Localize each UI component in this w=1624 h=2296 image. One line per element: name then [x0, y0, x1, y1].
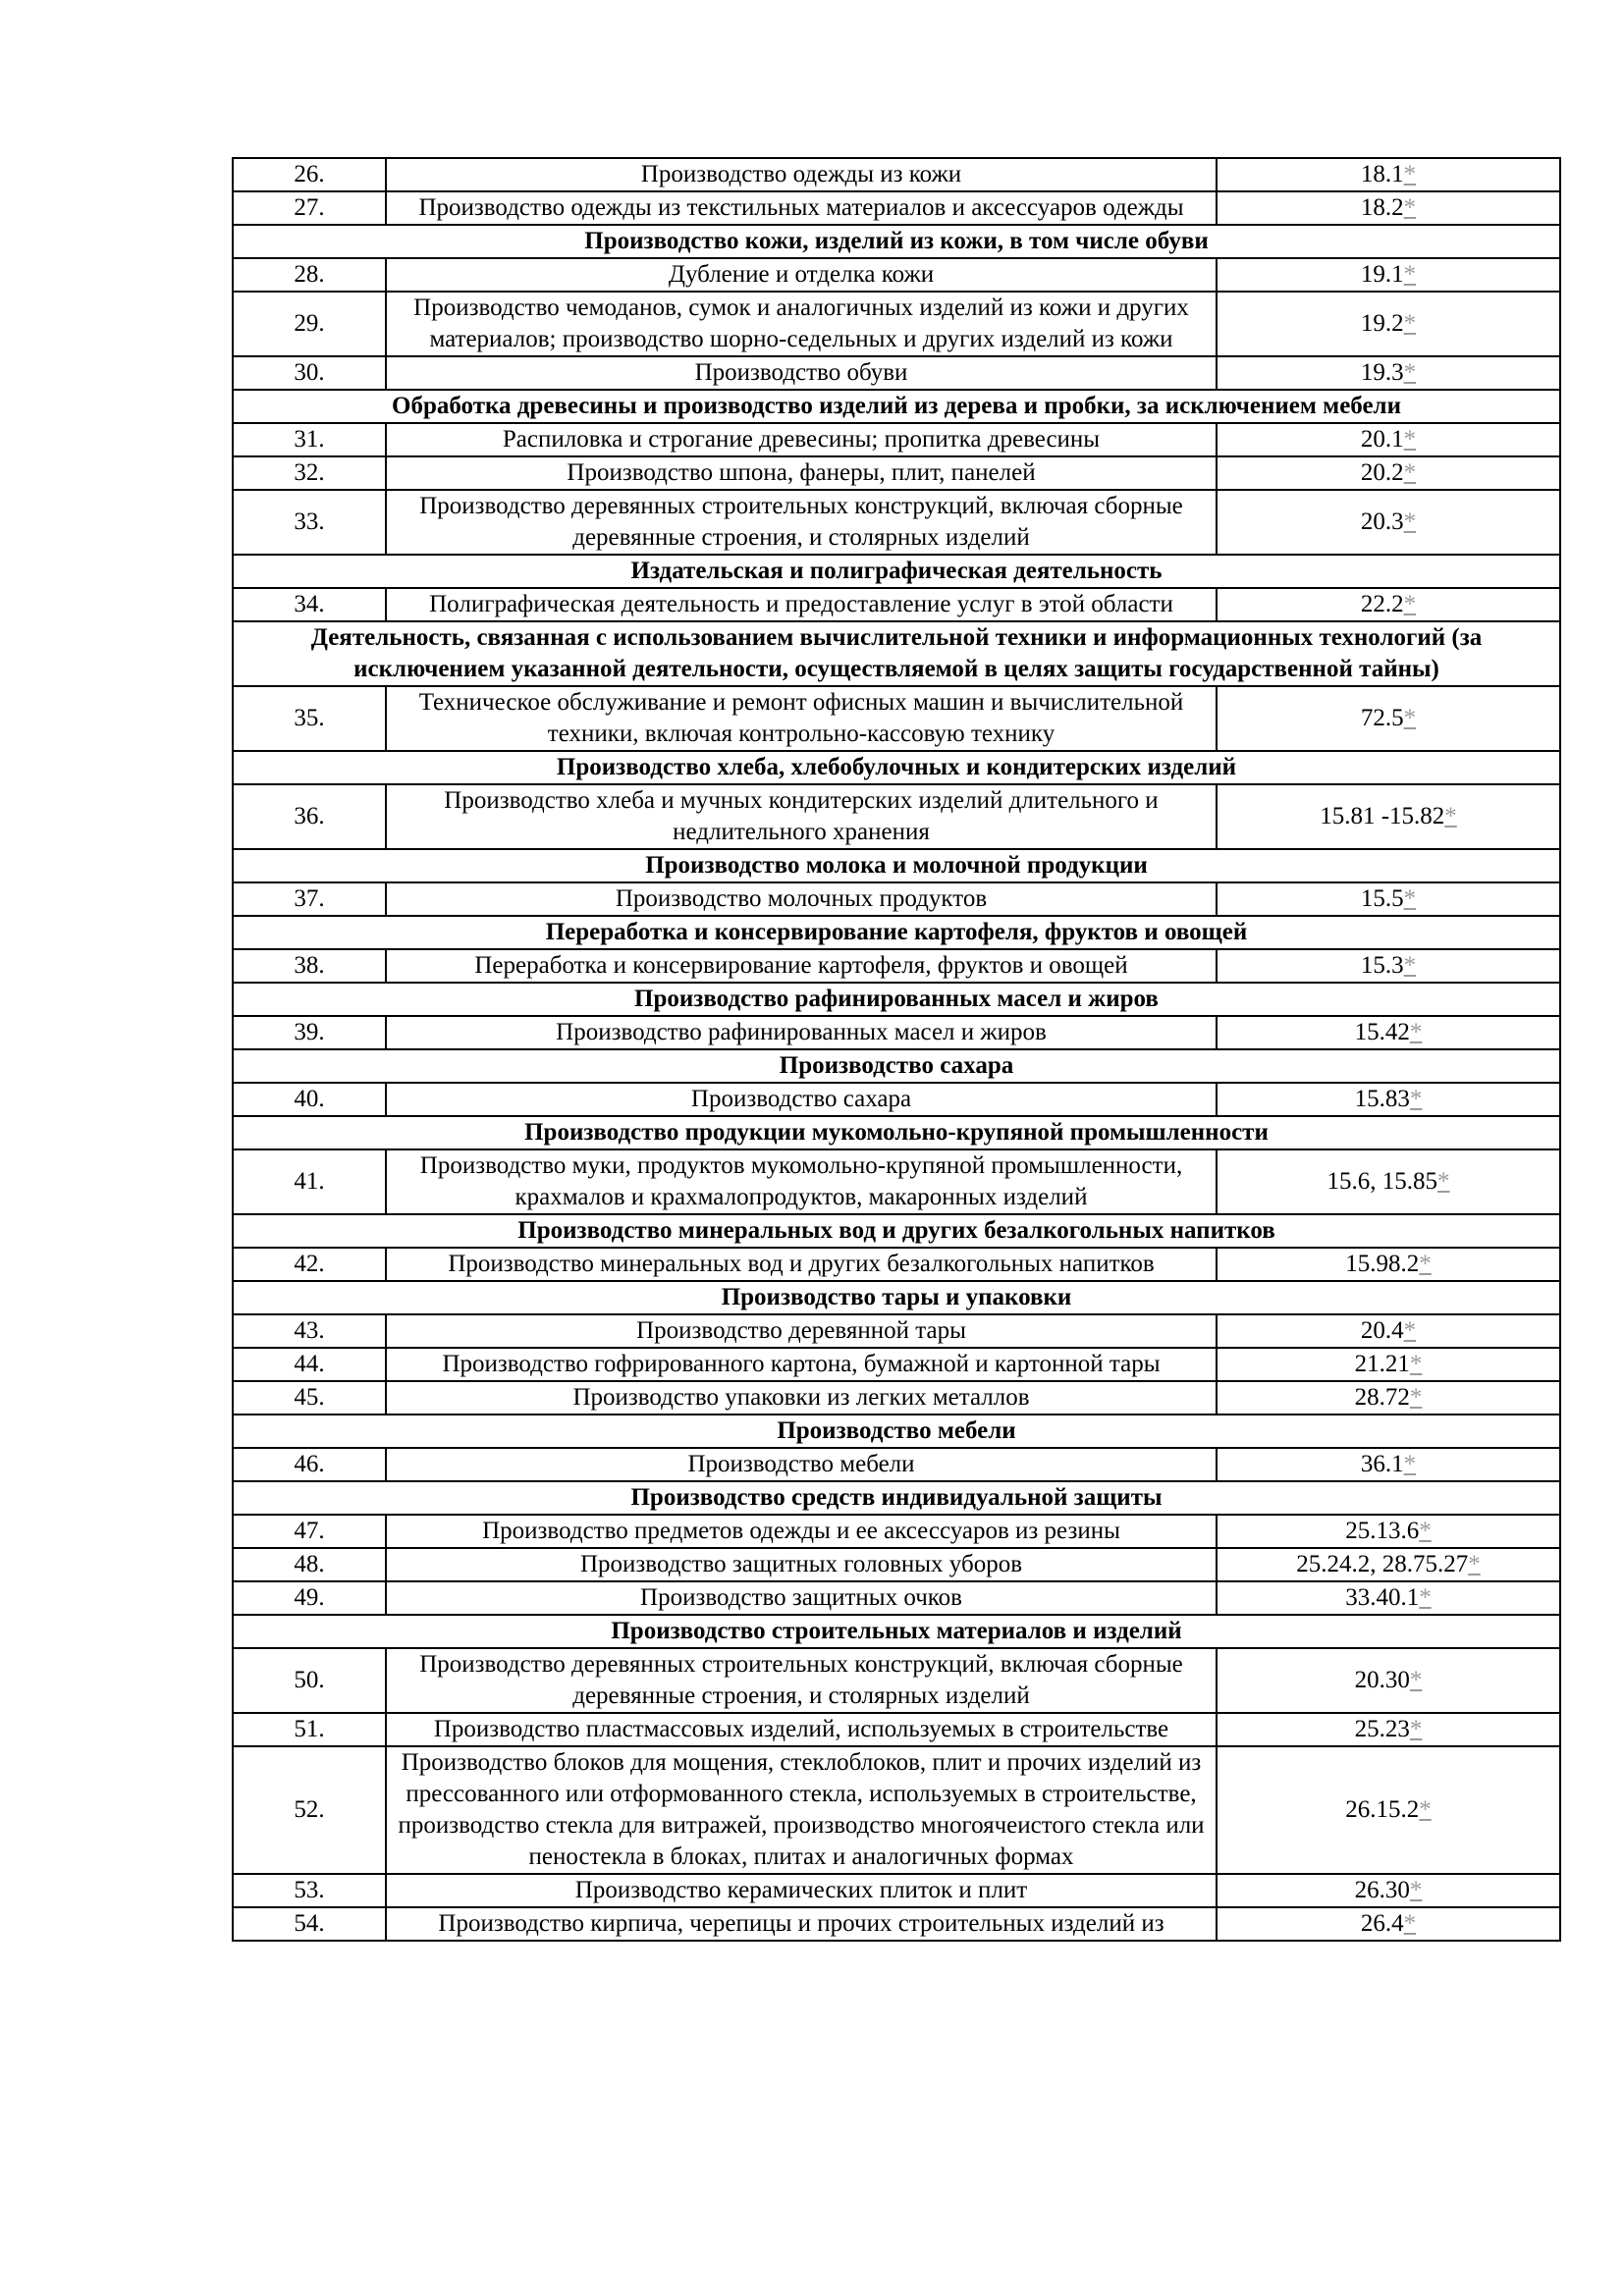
okved-code-cell: [1217, 158, 1560, 191]
footnote-link[interactable]: *: [1403, 1317, 1417, 1344]
okved-code-cell: [1217, 292, 1560, 356]
footnote-link[interactable]: *: [1409, 1351, 1423, 1377]
row-number: 30.: [233, 356, 386, 390]
section-header-row: [233, 1481, 1560, 1515]
okved-code-cell: [1217, 1648, 1560, 1713]
table-row: [233, 356, 1560, 390]
section-header-row: [233, 916, 1560, 949]
activity-name: Распиловка и строгание древесины; пропитка древесины: [386, 423, 1217, 456]
activity-name: Производство кирпича, черепицы и прочих строительных изделий из: [386, 1907, 1217, 1941]
okved-code: 18.1: [1360, 161, 1404, 187]
activity-name: Производство деревянных строительных конструкций, включая сборные деревянные строения, и столярных изделий: [386, 1648, 1217, 1713]
table-row: [233, 158, 1560, 191]
section-title: Производство тары и упаковки: [233, 1281, 1560, 1314]
row-number: 34.: [233, 588, 386, 621]
footnote-link[interactable]: *: [1409, 1019, 1423, 1045]
okved-code: 28.72: [1354, 1384, 1410, 1411]
activity-name: Производство рафинированных масел и жиров: [386, 1016, 1217, 1049]
section-header-row: [233, 1615, 1560, 1648]
okved-code: 25.23: [1354, 1716, 1410, 1742]
okved-code-cell: [1217, 1746, 1560, 1874]
activity-name: Производство молочных продуктов: [386, 882, 1217, 916]
okved-code: 20.2: [1360, 459, 1404, 486]
table-row: [233, 456, 1560, 490]
okved-code-cell: [1217, 423, 1560, 456]
section-header-row: [233, 983, 1560, 1016]
footnote-link[interactable]: *: [1409, 1086, 1423, 1112]
okved-code: 25.13.6: [1345, 1518, 1420, 1544]
okved-code-cell: [1217, 686, 1560, 751]
activity-name: Производство пластмассовых изделий, используемых в строительстве: [386, 1713, 1217, 1746]
row-number: 26.: [233, 158, 386, 191]
table-row: [233, 423, 1560, 456]
footnote-link[interactable]: *: [1403, 1451, 1417, 1477]
footnote-link[interactable]: *: [1403, 591, 1417, 617]
okved-code: 25.24.2, 28.75.27: [1296, 1551, 1469, 1577]
okved-code: 19.3: [1360, 359, 1404, 386]
okved-code: 26.4: [1360, 1910, 1404, 1937]
footnote-link[interactable]: *: [1419, 1796, 1432, 1823]
footnote-link[interactable]: *: [1403, 952, 1417, 979]
okved-code-cell: [1217, 1381, 1560, 1415]
activity-name: Производство хлеба и мучных кондитерских изделий длительного и недлительного хранения: [386, 784, 1217, 849]
footnote-link[interactable]: *: [1403, 426, 1417, 453]
row-number: 37.: [233, 882, 386, 916]
table-body: [233, 158, 1560, 1941]
section-title: Производство хлеба, хлебобулочных и кондитерских изделий: [233, 751, 1560, 784]
activity-name: Производство одежды из кожи: [386, 158, 1217, 191]
footnote-link[interactable]: *: [1409, 1667, 1423, 1693]
okved-code-cell: [1217, 490, 1560, 555]
table-row: [233, 588, 1560, 621]
footnote-link[interactable]: *: [1437, 1168, 1450, 1195]
activity-name: Производство предметов одежды и ее аксессуаров из резины: [386, 1515, 1217, 1548]
section-header-row: [233, 225, 1560, 258]
okved-code-cell: [1217, 1348, 1560, 1381]
okved-code: 20.30: [1354, 1667, 1410, 1693]
okved-code-cell: [1217, 1149, 1560, 1214]
activity-name: Производство деревянной тары: [386, 1314, 1217, 1348]
section-header-row: [233, 849, 1560, 882]
row-number: 32.: [233, 456, 386, 490]
okved-code: 33.40.1: [1345, 1584, 1420, 1611]
okved-code-cell: [1217, 356, 1560, 390]
section-header-row: [233, 390, 1560, 423]
table-row: [233, 1581, 1560, 1615]
okved-code-cell: [1217, 1248, 1560, 1281]
activity-name: Производство минеральных вод и других безалкогольных напитков: [386, 1248, 1217, 1281]
row-number: 43.: [233, 1314, 386, 1348]
activity-name: Техническое обслуживание и ремонт офисных машин и вычислительной техники, включая контрольно-кассовую технику: [386, 686, 1217, 751]
table-row: [233, 1548, 1560, 1581]
activity-name: Производство шпона, фанеры, плит, панелей: [386, 456, 1217, 490]
activity-name: Производство упаковки из легких металлов: [386, 1381, 1217, 1415]
table-row: [233, 1016, 1560, 1049]
okved-code-cell: [1217, 1448, 1560, 1481]
okved-code: 20.3: [1360, 508, 1404, 535]
section-header-row: [233, 1049, 1560, 1083]
row-number: 31.: [233, 423, 386, 456]
table-row: [233, 1746, 1560, 1874]
footnote-link[interactable]: *: [1409, 1877, 1423, 1903]
activity-name: Производство блоков для мощения, стеклоблоков, плит и прочих изделий из прессованного или отформованного стекла, используемых в строительстве, производство стекла для витражей, производство многоячеистого стекла или пеностекла в блоках, плитах и аналогичных формах: [386, 1746, 1217, 1874]
okved-code: 72.5: [1360, 705, 1404, 731]
okved-code: 26.15.2: [1345, 1796, 1420, 1823]
table-row: [233, 191, 1560, 225]
row-number: 42.: [233, 1248, 386, 1281]
okved-code-cell: [1217, 1713, 1560, 1746]
okved-code-cell: [1217, 882, 1560, 916]
okved-code: 15.83: [1354, 1086, 1410, 1112]
activity-name: Производство гофрированного картона, бумажной и картонной тары: [386, 1348, 1217, 1381]
row-number: 36.: [233, 784, 386, 849]
table-row: [233, 949, 1560, 983]
okved-code: 19.1: [1360, 261, 1404, 288]
okved-code: 15.6, 15.85: [1326, 1168, 1437, 1195]
section-title: Деятельность, связанная с использованием вычислительной техники и информационных технологий (за исключением указанной деятельности, осуществляемой в целях защиты государственной тайны): [233, 621, 1560, 686]
okved-code-cell: [1217, 1314, 1560, 1348]
row-number: 40.: [233, 1083, 386, 1116]
activity-name: Производство деревянных строительных конструкций, включая сборные деревянные строения, и столярных изделий: [386, 490, 1217, 555]
footnote-link[interactable]: *: [1419, 1251, 1432, 1277]
footnote-link[interactable]: *: [1468, 1551, 1481, 1577]
footnote-link[interactable]: *: [1409, 1384, 1423, 1411]
row-number: 45.: [233, 1381, 386, 1415]
okved-code-cell: [1217, 1907, 1560, 1941]
footnote-link[interactable]: *: [1419, 1518, 1432, 1544]
row-number: 51.: [233, 1713, 386, 1746]
table-row: [233, 686, 1560, 751]
okved-code-cell: [1217, 949, 1560, 983]
table-row: [233, 1348, 1560, 1381]
okved-code: 20.1: [1360, 426, 1404, 453]
okved-code-cell: [1217, 191, 1560, 225]
okved-code-cell: [1217, 588, 1560, 621]
okved-code: 18.2: [1360, 194, 1404, 221]
section-header-row: [233, 1415, 1560, 1448]
section-title: Производство молока и молочной продукции: [233, 849, 1560, 882]
footnote-link[interactable]: *: [1403, 194, 1417, 221]
footnote-link[interactable]: *: [1403, 359, 1417, 386]
okved-code-cell: [1217, 258, 1560, 292]
activity-name: Производство сахара: [386, 1083, 1217, 1116]
activity-name: Производство керамических плиток и плит: [386, 1874, 1217, 1907]
table-row: [233, 258, 1560, 292]
row-number: 50.: [233, 1648, 386, 1713]
table-row: [233, 1515, 1560, 1548]
row-number: 27.: [233, 191, 386, 225]
activity-name: Производство мебели: [386, 1448, 1217, 1481]
section-header-row: [233, 1281, 1560, 1314]
activity-name: Производство защитных очков: [386, 1581, 1217, 1615]
okved-code: 15.42: [1354, 1019, 1410, 1045]
activity-name: Производство одежды из текстильных материалов и аксессуаров одежды: [386, 191, 1217, 225]
section-title: Издательская и полиграфическая деятельность: [233, 555, 1560, 588]
footnote-link[interactable]: *: [1403, 261, 1417, 288]
footnote-link[interactable]: *: [1403, 161, 1417, 187]
row-number: 33.: [233, 490, 386, 555]
section-header-row: [233, 1214, 1560, 1248]
section-title: Производство кожи, изделий из кожи, в том числе обуви: [233, 225, 1560, 258]
table-row: [233, 1083, 1560, 1116]
table-row: [233, 882, 1560, 916]
row-number: 28.: [233, 258, 386, 292]
okved-code-cell: [1217, 1083, 1560, 1116]
okved-code: 26.30: [1354, 1877, 1410, 1903]
row-number: 29.: [233, 292, 386, 356]
table-row: [233, 490, 1560, 555]
okved-code: 15.5: [1360, 885, 1404, 912]
section-title: Производство средств индивидуальной защиты: [233, 1481, 1560, 1515]
table-row: [233, 1248, 1560, 1281]
section-header-row: [233, 751, 1560, 784]
activity-name: Полиграфическая деятельность и предоставление услуг в этой области: [386, 588, 1217, 621]
section-header-row: [233, 621, 1560, 686]
footnote-link[interactable]: *: [1403, 1910, 1417, 1937]
table-row: [233, 1149, 1560, 1214]
okved-code: 15.3: [1360, 952, 1404, 979]
section-header-row: [233, 1116, 1560, 1149]
footnote-link[interactable]: *: [1444, 803, 1457, 829]
okved-code: 19.2: [1360, 310, 1404, 337]
table-row: [233, 784, 1560, 849]
section-title: Производство продукции мукомольно-крупяной промышленности: [233, 1116, 1560, 1149]
table-row: [233, 1314, 1560, 1348]
okved-code: 21.21: [1354, 1351, 1410, 1377]
okved-code-cell: [1217, 1548, 1560, 1581]
table-row: [233, 1874, 1560, 1907]
okved-code: 36.1: [1360, 1451, 1404, 1477]
row-number: 53.: [233, 1874, 386, 1907]
table-row: [233, 1448, 1560, 1481]
activity-name: Производство обуви: [386, 356, 1217, 390]
okved-code: 20.4: [1360, 1317, 1404, 1344]
table-row: [233, 1907, 1560, 1941]
okved-code: 15.81 -15.82: [1320, 803, 1445, 829]
table-row: [233, 292, 1560, 356]
section-title: Производство рафинированных масел и жиров: [233, 983, 1560, 1016]
okved-code-cell: [1217, 1874, 1560, 1907]
row-number: 48.: [233, 1548, 386, 1581]
row-number: 46.: [233, 1448, 386, 1481]
activity-name: Дубление и отделка кожи: [386, 258, 1217, 292]
row-number: 52.: [233, 1746, 386, 1874]
activity-name: Производство чемоданов, сумок и аналогичных изделий из кожи и других материалов; производство шорно-седельных и других изделий из кожи: [386, 292, 1217, 356]
row-number: 41.: [233, 1149, 386, 1214]
section-title: Производство сахара: [233, 1049, 1560, 1083]
row-number: 35.: [233, 686, 386, 751]
okved-code-cell: [1217, 456, 1560, 490]
section-title: Производство мебели: [233, 1415, 1560, 1448]
footnote-link[interactable]: *: [1403, 885, 1417, 912]
activity-name: Производство муки, продуктов мукомольно-крупяной промышленности, крахмалов и крахмалопродуктов, макаронных изделий: [386, 1149, 1217, 1214]
row-number: 44.: [233, 1348, 386, 1381]
section-title: Производство минеральных вод и других безалкогольных напитков: [233, 1214, 1560, 1248]
row-number: 49.: [233, 1581, 386, 1615]
okved-code-cell: [1217, 784, 1560, 849]
section-title: Переработка и консервирование картофеля, фруктов и овощей: [233, 916, 1560, 949]
footnote-link[interactable]: *: [1403, 705, 1417, 731]
row-number: 39.: [233, 1016, 386, 1049]
section-title: Производство строительных материалов и изделий: [233, 1615, 1560, 1648]
row-number: 38.: [233, 949, 386, 983]
table-row: [233, 1713, 1560, 1746]
footnote-link[interactable]: *: [1403, 459, 1417, 486]
footnote-link[interactable]: *: [1403, 508, 1417, 535]
footnote-link[interactable]: *: [1409, 1716, 1423, 1742]
activity-name: Переработка и консервирование картофеля, фруктов и овощей: [386, 949, 1217, 983]
footnote-link[interactable]: *: [1403, 310, 1417, 337]
footnote-link[interactable]: *: [1419, 1584, 1432, 1611]
okved-code: 15.98.2: [1345, 1251, 1420, 1277]
okved-code: 22.2: [1360, 591, 1404, 617]
table-row: [233, 1381, 1560, 1415]
row-number: 47.: [233, 1515, 386, 1548]
section-title: Обработка древесины и производство изделий из дерева и пробки, за исключением мебели: [233, 390, 1560, 423]
row-number: 54.: [233, 1907, 386, 1941]
table-row: [233, 1648, 1560, 1713]
section-header-row: [233, 555, 1560, 588]
okved-code-cell: [1217, 1016, 1560, 1049]
okved-code-cell: [1217, 1515, 1560, 1548]
okved-code-cell: [1217, 1581, 1560, 1615]
activity-table: [232, 157, 1561, 1942]
activity-name: Производство защитных головных уборов: [386, 1548, 1217, 1581]
